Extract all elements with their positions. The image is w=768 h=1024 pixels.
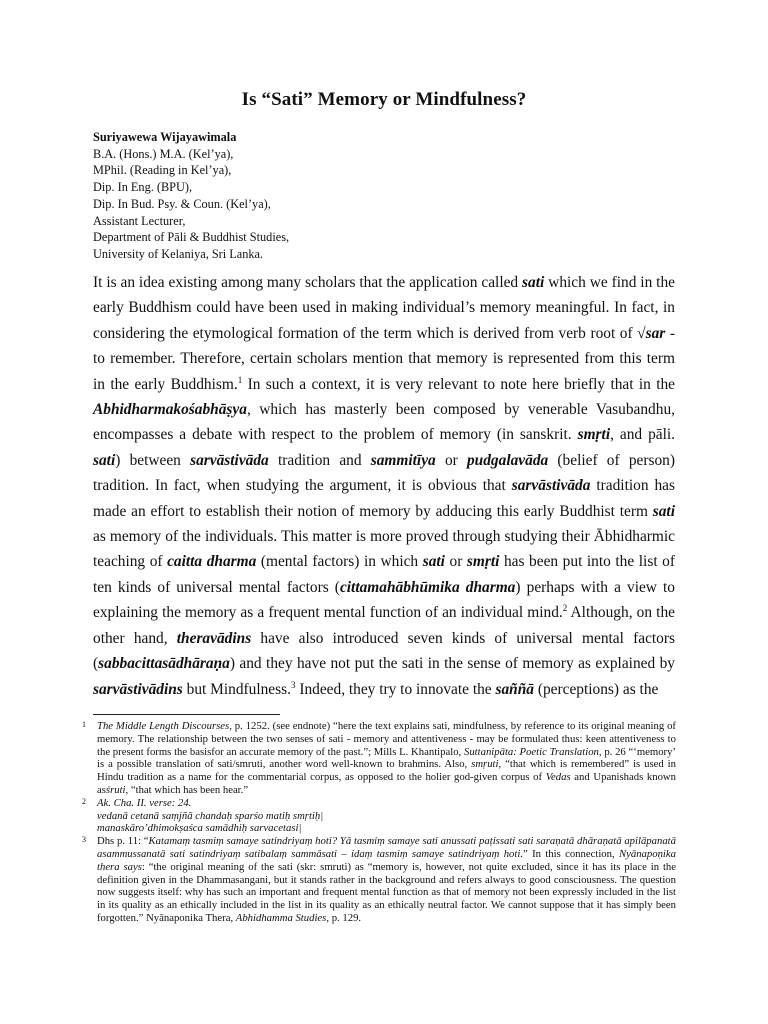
footnote-number: 3	[82, 835, 86, 845]
body-text: as memory of the individuals. This matter is more proved through studying their Ābhidharmic teaching of	[93, 528, 675, 571]
term: smṛuti	[471, 758, 499, 771]
term: sati	[522, 274, 545, 291]
footnote-text: , “that which is remembered” is used in Hindu tradition as a name for the commentarial corpus, as opposed to the holier god-given corpus of	[97, 758, 676, 784]
body-text: tradition has made an effort to establish their notion of memory by adducing this early Buddhist term	[93, 477, 675, 520]
body-text: (perceptions) as the	[534, 680, 659, 698]
footnotes	[82, 720, 676, 925]
term: Nyānapoṇika thera says	[97, 847, 676, 873]
body-text: tradition and	[268, 451, 371, 469]
body-text: ) between	[115, 451, 191, 469]
body-text: , which has masterly been composed by venerable Vasubandhu, encompasses a debate with respect to the problem of memory (in sanskrit.	[93, 401, 675, 444]
term: saññā	[495, 680, 534, 698]
footnote-ref[interactable]: 1	[237, 374, 243, 385]
author-department: Department of Pāli & Buddhist Studies,	[93, 230, 290, 245]
footnote-text: : “the original meaning of the sati (skr: smruti) as “memory is, however, not quite excluded, since it has its place in the definition given in the Dhammasangani, but it stands rather in the background and refers always to good consciousness. The question now suggests itself: why has such an important and frequent mental function as that of memory not been expressly included in the list in its quality as an ethically included in the list in its quality as an ethically neutral factor. We cannot suppose that it has simply been forgotten.” Nyānaponika Thera,	[97, 860, 677, 924]
citation-ref: Ak. Cha. II. verse: 24.	[97, 796, 192, 809]
footnote-number: 2	[82, 796, 86, 806]
footnote-text: ” In this connection,	[523, 847, 619, 860]
body-text: In such a context, it is very relevant to note here briefly that in the	[242, 375, 675, 393]
body-text: but Mindfulness.	[182, 680, 291, 698]
footnote-2	[82, 797, 676, 835]
body-text: have also introduced seven kinds of universal mental factors (	[93, 629, 675, 673]
pali-quote: Katamaṃ tasmiṃ samaye satindriyaṃ hoti? Yā tasmiṃ samaye sati anussati paṭissati sati saraṇatā dhāraṇatā apilāpanatā asammussanatā sati satindriyaṃ satibalaṃ sammāsati – idaṃ tasmiṃ samaye satindriyaṃ hoti.	[97, 835, 676, 860]
term: caitta dharma	[167, 553, 257, 571]
author-university: University of Kelaniya, Sri Lanka.	[93, 246, 264, 261]
footnote-ref[interactable]: 3	[290, 679, 296, 690]
footnote-text: , p. 1252. (see endnote) “here the text explains sati, mindfulness, by reference to its original meaning of memory. The relationship between the two senses of sati - memory and attentiveness - may be formulated thus: keen attentiveness to the present forms the basisfor an accurate memory of the past.”; Mills L. Khantipalo,	[97, 720, 676, 758]
body-text: (mental factors) in which	[256, 553, 423, 571]
term: sati	[93, 451, 116, 469]
footnote-number: 1	[82, 720, 86, 729]
author-credential: Dip. In Bud. Psy. & Coun. (Kel’ya),	[93, 196, 271, 211]
body-text: or	[444, 553, 467, 571]
term: Abhidharmakośabhāṣya	[93, 401, 247, 419]
body-text: Although, on the other hand,	[93, 604, 675, 647]
footnote-3	[82, 835, 676, 925]
body-text: ) and they have not put the sati in the sense of memory as explained by	[229, 655, 675, 673]
term: sarvāstivāda	[511, 477, 591, 495]
term: sarvāstivādins	[93, 680, 183, 698]
body-text: It is an idea existing among many scholars that the application called	[93, 274, 523, 291]
footnote-text: , “that which has been hear.”	[125, 783, 249, 796]
author-name: Suriyawewa Wijayawimala	[93, 130, 237, 144]
citation-title: The Middle Length Discourses	[97, 720, 230, 732]
term: theravādins	[176, 629, 252, 647]
body-text: or	[435, 451, 467, 469]
body-text: Indeed, they try to innovate the	[295, 680, 496, 698]
citation-title: Abhidhamma Studies,	[235, 911, 330, 924]
main-paragraph	[93, 270, 675, 702]
term: Vedas	[545, 771, 571, 784]
author-credential: B.A. (Hons.) M.A. (Kel’ya),	[93, 146, 234, 161]
term: sar	[645, 324, 666, 342]
term: śruti	[105, 783, 126, 796]
footnote-text: p. 129.	[329, 911, 362, 924]
footnote-1	[82, 720, 676, 797]
author-block	[93, 129, 289, 263]
body-text: (belief of person) tradition. In fact, when studying the argument, it is obvious that	[93, 451, 675, 495]
paper-title: Is “Sati” Memory or Mindfulness?	[241, 89, 527, 110]
body-text: has been put into the list of ten kinds of universal mental factors (	[93, 553, 675, 596]
author-position: Assistant Lecturer,	[93, 213, 186, 228]
author-credential: Dip. In Eng. (BPU),	[93, 180, 193, 195]
verse-line: manaskāro’dhimokṣaśca samādhiḥ sarvacetasi|	[97, 822, 302, 835]
body-text: , and pāli.	[610, 426, 675, 444]
term: cittamahābhūmika dharma	[339, 578, 516, 596]
term: sati	[652, 502, 675, 520]
footnote-ref[interactable]: 2	[562, 603, 568, 614]
footnote-text: Dhs p. 11: “	[97, 835, 149, 848]
citation-title: Suttanipāta: Poetic Translation	[463, 745, 599, 758]
term: pudgalavāda	[466, 451, 549, 469]
term: sabbacittasādhāraṇa	[98, 655, 230, 673]
term: sati	[422, 553, 445, 571]
footnote-text: , p. 26 “‘memory’ is a possible translation of sati/smruti, another word well-known to brahmins. Also,	[97, 745, 676, 771]
verse-line: vedanā cetanā saṃjñā chandaḥ sparśo matiḥ smṛtiḥ|	[97, 809, 324, 822]
body-text: - to remember. Therefore, certain scholars mention that memory is represented from this term in the early Buddhism.	[93, 324, 675, 393]
author-credential: MPhil. (Reading in Kel’ya),	[93, 163, 232, 178]
term: sammitīya	[370, 451, 436, 469]
footnote-separator	[93, 714, 280, 715]
body-text: which we find in the early Buddhism could have been used in making individual’s memory meaningful. In fact, in considering the etymological formation of the term which is derived from verb root of √	[93, 274, 675, 342]
footnote-text: and Upanishads known as	[97, 771, 676, 796]
term: sarvāstivāda	[190, 451, 269, 469]
term: smṛti	[577, 426, 611, 444]
body-text: ) perhaps with a view to explaining the memory as a frequent mental function of an individual mind.	[93, 578, 676, 622]
term: smṛti	[466, 553, 500, 571]
